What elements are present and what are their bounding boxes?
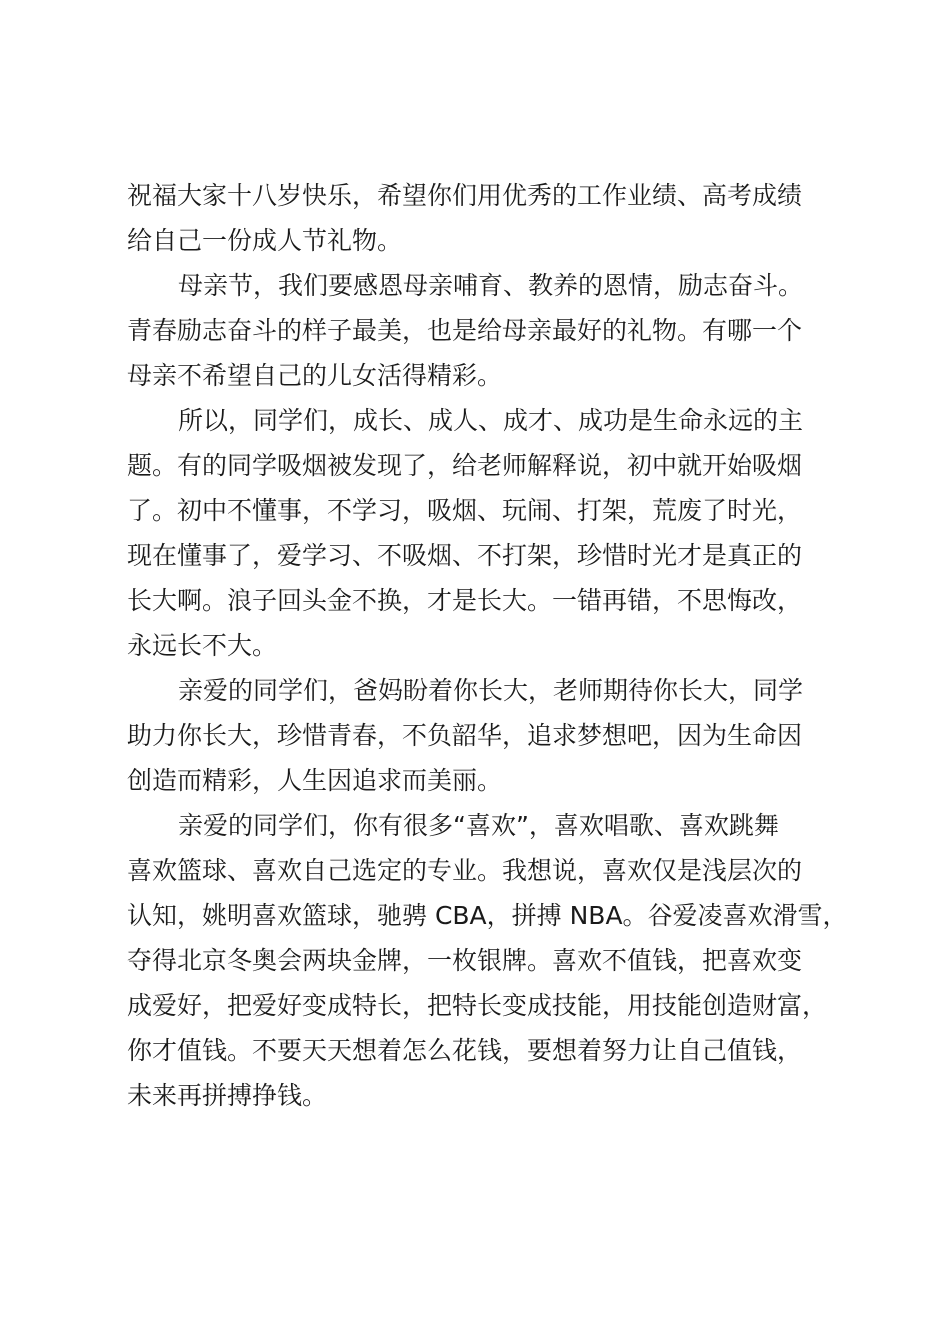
document-body bbox=[127, 173, 848, 1118]
text-line: 未来再拼搏挣钱。 bbox=[127, 1081, 328, 1110]
text-line: 青春励志奋斗的样子最美，也是给母亲最好的礼物。有哪一个 bbox=[127, 316, 803, 345]
text-line: 夺得北京冬奥会两块金牌，一枚银牌。喜欢不值钱，把喜欢变 bbox=[127, 946, 803, 975]
text-line: 亲爱的同学们，爸妈盼着你长大，老师期待你长大，同学 bbox=[178, 676, 804, 705]
text-line: 祝福大家十八岁快乐，希望你们用优秀的工作业绩、高考成绩 bbox=[127, 181, 803, 210]
text-line: 助力你长大，珍惜青春，不负韶华，追求梦想吧，因为生命因 bbox=[127, 721, 803, 750]
paragraph-5 bbox=[127, 803, 848, 1118]
paragraph-4 bbox=[127, 668, 837, 803]
text-line: 创造而精彩，人生因追求而美丽。 bbox=[127, 766, 503, 795]
text-line: 永远长不大。 bbox=[127, 631, 278, 660]
text-line: 所以，同学们，成长、成人、成才、成功是生命永远的主 bbox=[178, 406, 804, 435]
text-line: 亲爱的同学们，你有很多“喜欢”，喜欢唱歌、喜欢跳舞 bbox=[178, 811, 779, 840]
text-line: 母亲节，我们要感恩母亲哺育、教养的恩情，励志奋斗。 bbox=[178, 271, 804, 300]
text-line: 了。初中不懂事，不学习，吸烟、玩闹、打架，荒废了时光， bbox=[127, 496, 803, 525]
text-line: 现在懂事了，爱学习、不吸烟、不打架，珍惜时光才是真正的 bbox=[127, 541, 803, 570]
text-line: 喜欢篮球、喜欢自己选定的专业。我想说，喜欢仅是浅层次的 bbox=[127, 856, 803, 885]
text-line: 题。有的同学吸烟被发现了，给老师解释说，初中就开始吸烟 bbox=[127, 451, 803, 480]
paragraph-3 bbox=[127, 398, 837, 668]
paragraph-1 bbox=[127, 173, 837, 263]
paragraph-2 bbox=[127, 263, 837, 398]
text-line: 给自己一份成人节礼物。 bbox=[127, 226, 403, 255]
text-line: 你才值钱。不要天天想着怎么花钱，要想着努力让自己值钱， bbox=[127, 1036, 803, 1065]
text-line: 母亲不希望自己的儿女活得精彩。 bbox=[127, 361, 503, 390]
text-line: 长大啊。浪子回头金不换，才是长大。一错再错，不思悔改， bbox=[127, 586, 803, 615]
text-line: 成爱好，把爱好变成特长，把特长变成技能，用技能创造财富， bbox=[127, 991, 828, 1020]
text-line: 认知，姚明喜欢篮球，驰骋 CBA，拼搏 NBA。谷爱凌喜欢滑雪， bbox=[127, 901, 848, 930]
